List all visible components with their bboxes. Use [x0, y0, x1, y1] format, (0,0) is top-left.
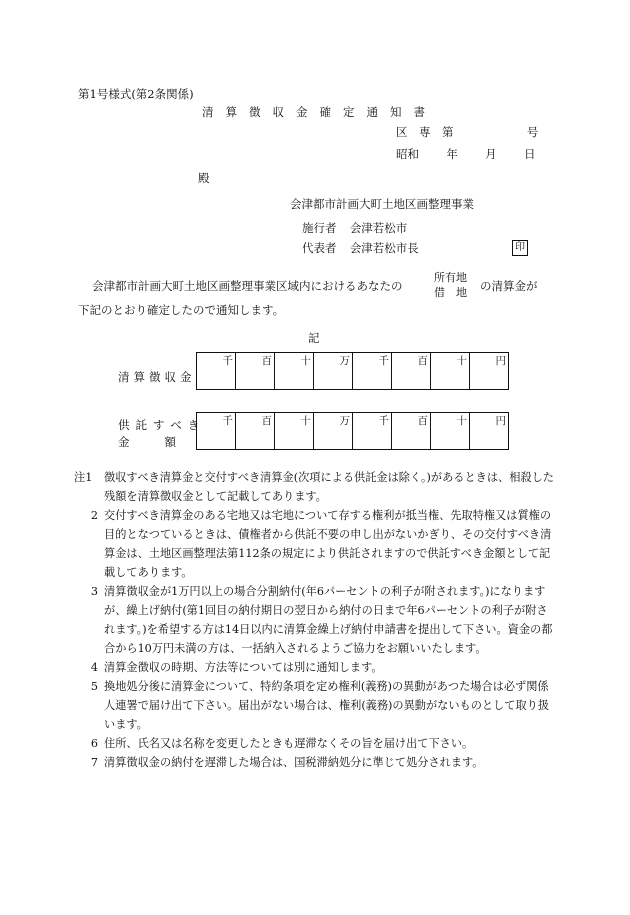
digit-cell: 円: [470, 413, 509, 450]
note-text: 住所、氏名又は名称を変更したときも遅滞なくその旨を届け出て下さい。: [104, 737, 474, 750]
notice-body-part1: 会津都市計画大町土地区画整理事業区域内におけるあなたの: [92, 279, 403, 293]
note-text: 清算金徴収の時期、方法等については別に通知します。: [104, 661, 383, 674]
notice-body-line2: 下記のとおり確定したので通知します。: [78, 303, 285, 317]
note-item: [78, 582, 556, 658]
note-text: 清算徴収金が1万円以上の場合分割納付(年6パーセントの利子が附されます。)になりますが、繰上げ納付(第1回目の納付期日の翌日から納付の日まで年6パーセントの利子が附されます。)を希望する方は14日以内に清算金繰上げ納付申請書を提出して下さい。資金の都合から10万円未満の方は、一括納入されるようご協力をお願いいたします。: [104, 585, 553, 655]
owner-type-owned: 所有地: [434, 271, 467, 284]
deposit-label-2: 金 額: [118, 435, 180, 449]
representative-label: 代表者: [302, 241, 337, 255]
note-number: 4: [90, 661, 98, 674]
note-item: [74, 468, 556, 506]
representative-name: 会津若松市長: [349, 241, 419, 255]
note-item: [78, 658, 556, 677]
note-item: [78, 753, 556, 772]
digit-cell: 十: [431, 413, 470, 450]
issuer-project: 会津都市計画大町土地区画整理事業: [290, 197, 474, 211]
digit-cell: 十: [431, 353, 470, 390]
note-number: 注1: [74, 471, 93, 484]
digit-cell: 万: [314, 413, 353, 450]
note-text: 換地処分後に清算金について、特約条項を定め権利(義務)の異動があつた場合は必ず関係人連署で届け出て下さい。届出がない場合は、権利(義務)の異動がないものとして取り扱います。: [104, 680, 550, 731]
note-number: 7: [90, 756, 98, 769]
note-item: [78, 506, 556, 582]
digit-cell: 十: [275, 413, 314, 450]
owner-type-leased: 借 地: [434, 286, 467, 299]
note-text: 徴収すべき清算金と交付すべき清算金(次項による供託金は除く。)があるときは、相殺した残額を清算徴収金として記載してあります。: [104, 471, 554, 503]
digit-cell: 百: [392, 413, 431, 450]
deposit-label-1: 供託すべき: [118, 418, 206, 432]
seal-icon: 印: [512, 240, 528, 256]
digit-cell: 千: [353, 413, 392, 450]
operator-name: 会津若松市: [349, 221, 408, 235]
issue-date: [396, 146, 535, 162]
note-item: [78, 734, 556, 753]
reference-number: [396, 124, 538, 140]
note-number: 2: [90, 509, 98, 522]
ki-heading: 記: [308, 331, 320, 345]
digit-cell: 百: [236, 413, 275, 450]
note-number: 3: [90, 585, 98, 598]
digit-cell: 百: [236, 353, 275, 390]
digit-cell: 円: [470, 353, 509, 390]
deposit-amount-box: [196, 412, 509, 450]
note-text: 交付すべき清算金のある宅地又は宅地について存する権利が抵当権、先取特権又は質権の目的となつているときは、債権者から供託不要の申し出がないかぎり、その交付すべき清算金は、土地区画整理法第112条の規定により供託されますので供託すべき金額として記載してあります。: [104, 509, 552, 579]
note-item: [78, 677, 556, 734]
amount-box: [196, 352, 509, 390]
date-year: 年: [446, 147, 458, 161]
date-day: 日: [523, 147, 536, 161]
date-era: 昭和: [396, 147, 419, 161]
note-number: 5: [90, 680, 98, 693]
operator-label: 施行者: [302, 221, 337, 235]
digit-cell: 万: [314, 353, 353, 390]
digit-cell: 十: [275, 353, 314, 390]
addressee-suffix: 殿: [198, 171, 210, 185]
date-month: 月: [485, 147, 497, 161]
digit-cell: 千: [197, 353, 236, 390]
note-number: 6: [90, 737, 98, 750]
amount-label: 清算徴収金: [118, 370, 196, 384]
seal-mark: [512, 239, 528, 256]
note-text: 清算徴収金の納付を遅滞した場合は、国税滞納処分に準じて処分されます。: [104, 756, 484, 769]
digit-cell: 千: [197, 413, 236, 450]
notice-body-part2: の清算金が: [480, 279, 538, 293]
issuer-operator: [302, 220, 407, 236]
reference-prefix: 区 専 第: [396, 125, 454, 139]
issuer-representative: [302, 240, 419, 256]
document-title: 清算徴収金確定通知書: [202, 105, 437, 119]
digit-cell: 百: [392, 353, 431, 390]
notes-list: [74, 468, 556, 772]
reference-suffix: 号: [526, 125, 539, 139]
digit-cell: 千: [353, 353, 392, 390]
form-number: 第1号様式(第2条関係): [78, 87, 194, 101]
owner-type: [434, 270, 467, 300]
